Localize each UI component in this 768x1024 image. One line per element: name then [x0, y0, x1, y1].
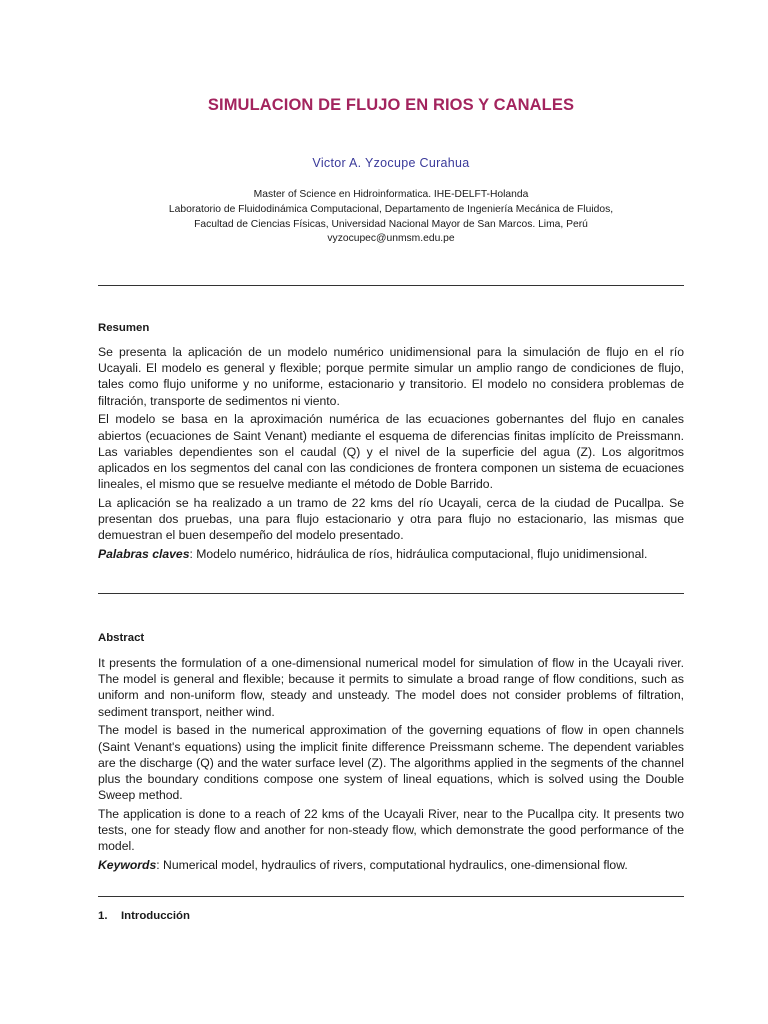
abstract-paragraph: The application is done to a reach of 22 kms of the Ucayali River, near to the Pucallpa city. It presents two tests, one for steady flow and another for non-steady flow, which demonstrate the good performance of the model.: [98, 806, 684, 854]
keywords-text: : Numerical model, hydraulics of rivers, computational hydraulics, one-dimensional flow.: [156, 857, 628, 872]
section-heading-introduccion: [98, 910, 190, 922]
affiliation-line: Facultad de Ciencias Físicas, Universidad Nacional Mayor de San Marcos. Lima, Perú: [194, 218, 588, 230]
divider-rule: [98, 896, 684, 897]
author-affiliation: [98, 188, 684, 247]
resumen-keywords: [98, 546, 684, 562]
affiliation-line: Master of Science en Hidroinformatica. IHE-DELFT-Holanda: [253, 189, 529, 200]
abstract-body: [98, 655, 684, 876]
resumen-paragraph: Se presenta la aplicación de un modelo numérico unidimensional para la simulación de flujo en el río Ucayali. El modelo es general y flexible; porque permite simular un amplio rango de condiciones de flujo, tales como flujo uniforme y no uniforme, estacionario y transitorio. El modelo no considera problemas de filtración, transporte de sedimentos ni viento.: [98, 345, 684, 408]
keywords-label: Palabras claves: [98, 546, 190, 561]
author-name: Victor A. Yzocupe Curahua: [312, 156, 470, 170]
abstract-paragraph: The model is based in the numerical approximation of the governing equations of flow in open channels (Saint Venant's equations) using the implicit finite difference Preissmann scheme. The dependent variables are the discharge (Q) and the water surface level (Z). The algorithms applied in the segments of the channel plus the boundary conditions compose one system of lineal equations, which is solved using the Double Sweep method.: [98, 723, 684, 803]
resumen-heading: Resumen: [98, 322, 150, 334]
affiliation-line: Laboratorio de Fluidodinámica Computacional, Departamento de Ingeniería Mecánica de Fluidos,: [168, 203, 614, 215]
section-title: Introducción: [121, 910, 190, 922]
resumen-body: [98, 344, 684, 565]
resumen-paragraph: El modelo se basa en la aproximación numérica de las ecuaciones gobernantes del flujo en canales abiertos (ecuaciones de Saint Venant) mediante el esquema de diferencias finitas implícito de Preissmann. Las variables dependientes son el caudal (Q) y el nivel de la superficie del agua (Z). Los algoritmos aplicados en los segmentos del canal con las condiciones de frontera componen un sistema de ecuaciones lineales, el mismo que se resuelve mediante el método de Doble Barrido.: [98, 412, 684, 492]
section-number: 1.: [98, 910, 108, 922]
divider-rule: [98, 593, 684, 594]
resumen-paragraph: La aplicación se ha realizado a un tramo de 22 kms del río Ucayali, cerca de la ciudad de Pucallpa. Se presentan dos pruebas, una para flujo estacionario y otra para flujo no estacionario, las mismas que demuestran el buen desempeño del modelo presentado.: [98, 495, 684, 543]
abstract-keywords: [98, 857, 684, 873]
divider-rule: [98, 285, 684, 286]
abstract-paragraph: It presents the formulation of a one-dimensional numerical model for simulation of flow in the Ucayali river. The model is general and flexible; because it permits to simulate a broad range of flow conditions, such as uniform and non-uniform flow, steady and unsteady. The model does not consider problems of filtration, sediment transport, neither wind.: [98, 656, 684, 719]
abstract-heading: Abstract: [98, 632, 145, 644]
keywords-label: Keywords: [98, 857, 157, 872]
paper-title: SIMULACION DE FLUJO EN RIOS Y CANALES: [207, 96, 575, 114]
author-email: vyzocupec@unmsm.edu.pe: [327, 233, 455, 245]
keywords-text: : Modelo numérico, hidráulica de ríos, hidráulica computacional, flujo unidimensional.: [189, 546, 648, 561]
